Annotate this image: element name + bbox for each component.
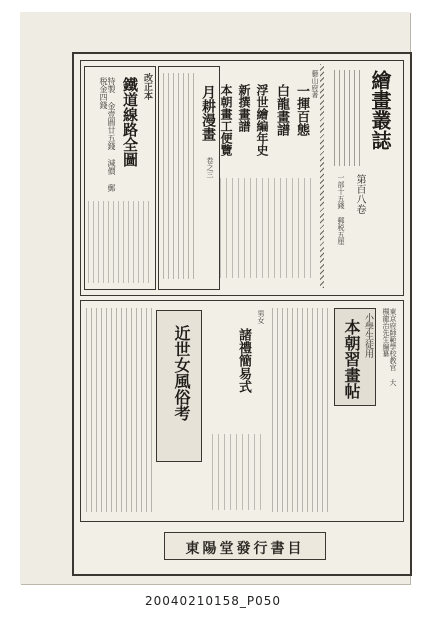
gekko-manga-box [158, 66, 220, 290]
etiquette-text [212, 434, 266, 510]
railway-prefix: 改正本 [142, 73, 152, 100]
etiquette-title: 諸禮簡易式 [236, 328, 251, 393]
illustration-panel [320, 64, 324, 288]
publisher-name: 東陽堂發行書目 [185, 541, 305, 557]
page-frame [72, 52, 412, 576]
etiquette-ad [210, 304, 268, 516]
gekko-manga-title: 月耕漫畫 [200, 85, 216, 141]
gekko-manga-text [163, 73, 195, 279]
book-title-2: 白龍畫譜 [274, 84, 289, 136]
book-title-4: 新撰畫譜 [237, 84, 251, 132]
practice-album-title-box [334, 308, 376, 406]
practice-album-text [272, 308, 330, 512]
womens-customs-ad [84, 304, 206, 516]
womens-customs-title: 近世女風俗考 [172, 325, 191, 421]
womens-customs-text [86, 308, 152, 512]
gekko-manga-volume: 卷之三 [206, 157, 214, 178]
journal-price: 一部十五錢 郵税五厘 [337, 174, 345, 245]
practice-album-ad [270, 304, 398, 516]
railway-price: 特製 金壹圓廿五錢 減價 郵税金四錢 [99, 77, 116, 192]
book-title-1: 一揮百態 [294, 84, 309, 136]
practice-album-editor: 東京府師範學校教官 大槻龍治先生編纂 [382, 308, 397, 386]
railway-text [88, 201, 152, 283]
book-author: 藝山府著 [311, 70, 319, 98]
etiquette-label: 男女 [257, 310, 265, 324]
womens-customs-title-box [156, 310, 202, 462]
journal-issue: 第百八卷 [354, 174, 365, 214]
publisher-footer-box [164, 532, 326, 560]
book-title-5: 本朝畫工便覽 [219, 84, 233, 156]
journal-title: 繪畫叢誌 [368, 70, 392, 150]
book-list [220, 68, 320, 288]
railway-title: 鐵道線路全圖 [121, 77, 139, 167]
book-title-3: 浮世繪編年史 [255, 84, 269, 156]
practice-album-series: 小學生徒用 [363, 313, 373, 358]
painting-journal-ad [324, 64, 396, 286]
railway-map-box [84, 66, 156, 290]
book-prices [220, 178, 316, 278]
document-page [20, 12, 410, 584]
practice-album-title: 本朝習畫帖 [342, 319, 361, 399]
journal-body-text [334, 70, 364, 166]
document-id-caption: 20040210158_P050 [144, 594, 282, 608]
